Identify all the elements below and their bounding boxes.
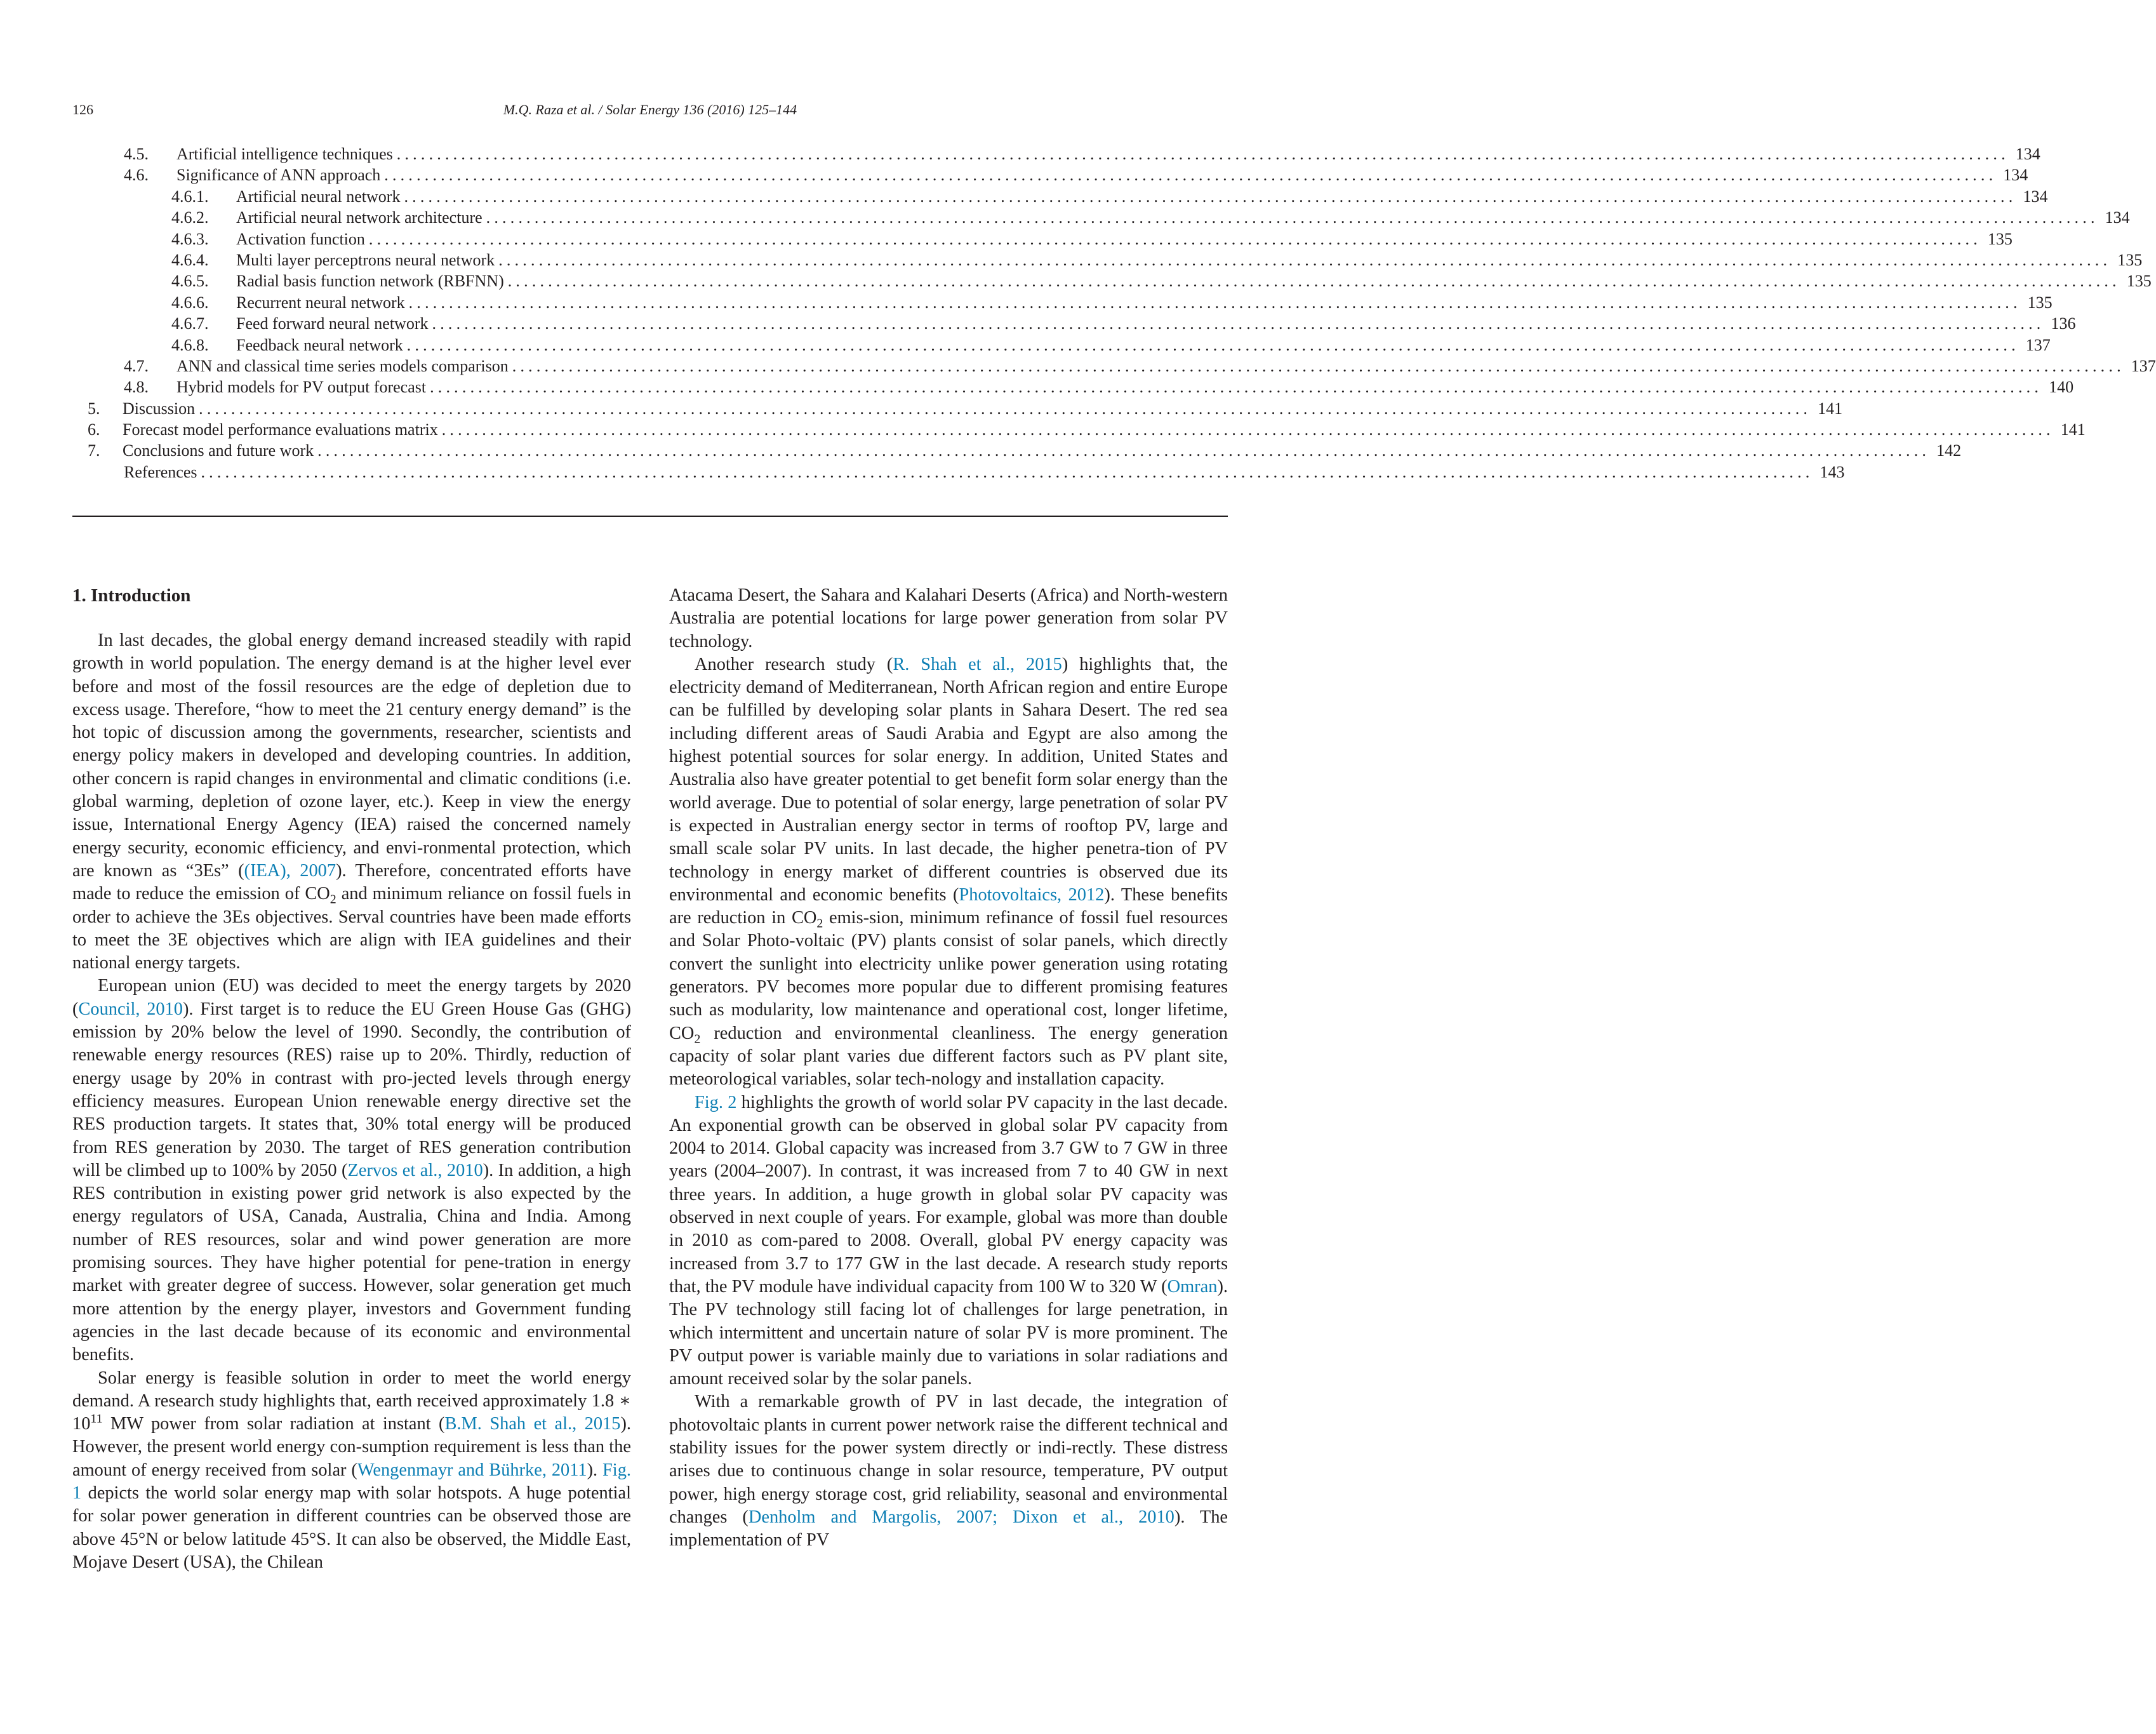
toc-entry-number: 4.6.3. xyxy=(171,229,209,248)
running-header xyxy=(72,102,1228,127)
toc-entry-number: 4.8. xyxy=(124,378,149,397)
toc-entry-title: Feed forward neural network xyxy=(236,314,429,333)
toc-leader-dots: ........................................................................................................................................................................................................ xyxy=(441,420,2054,439)
citation-link[interactable]: Photovoltaics, 2012 xyxy=(959,884,1105,905)
toc-entry[interactable] xyxy=(72,440,1962,461)
toc-entry-page: 134 xyxy=(2003,166,2028,185)
toc-entry-number: 5. xyxy=(88,399,100,418)
toc-leader-dots: ........................................................................................................................................................................................................ xyxy=(486,208,2099,227)
toc-entry[interactable] xyxy=(72,419,2086,440)
toc-entry-page: 141 xyxy=(2060,420,2086,439)
toc-leader-dots: ........................................................................................................................................................................................................ xyxy=(406,335,2020,354)
toc-entry-page: 140 xyxy=(2049,378,2074,397)
journal-citation: M.Q. Raza et al. / Solar Energy 136 (2016) 125–144 xyxy=(503,102,797,117)
toc-entry-page: 134 xyxy=(2023,187,2048,206)
toc-leader-dots: ........................................................................................................................................................................................................ xyxy=(384,166,1997,185)
paragraph: Fig. 2 highlights the growth of world solar PV capacity in the last decade. An exponential growth can be observed in global solar PV capacity from 2004 to 2014. Global capacity was increased from 3.7 GW to 7 GW in three years (2004–2007). In contrast, it was increased from 7 to 40 GW in next three years. In addition, a huge growth in global solar PV capacity was observed in next couple of years. For example, global was more than double in 2010 as com-pared to 2008. Overall, global PV energy capacity was increased from 3.7 to 177 GW in the last decade. A research study reports that, the PV module have individual capacity from 100 W to 320 W (Omran). The PV technology still facing lot of challenges for large penetration, in which intermittent and uncertain nature of solar PV is more prominent. The PV output power is variable mainly due to variations in solar radiations and amount received solar by the solar panels. xyxy=(669,1092,1228,1389)
toc-entry[interactable] xyxy=(72,292,2053,313)
toc-entry-page: 143 xyxy=(1820,462,1845,481)
page-number: 126 xyxy=(72,102,93,117)
toc-entry-page: 135 xyxy=(2027,293,2053,312)
toc-entry-page: 134 xyxy=(2015,145,2040,163)
toc-entry-title: Feedback neural network xyxy=(236,335,403,354)
toc-entry-number: 4.6.7. xyxy=(171,314,209,333)
toc-entry-title: Multi layer perceptrons neural network xyxy=(236,250,495,269)
citation-link[interactable]: Zervos et al., 2010 xyxy=(347,1160,483,1180)
toc-entry-page: 141 xyxy=(1818,399,1843,418)
toc-entry-number: 4.6.5. xyxy=(171,272,209,291)
right-column xyxy=(669,584,1228,1552)
toc-entry[interactable] xyxy=(72,143,2040,164)
citation-link[interactable]: (IEA), 2007 xyxy=(244,860,336,881)
toc-entry-title: Forecast model performance evaluations matrix xyxy=(123,420,438,439)
toc-leader-dots: ........................................................................................................................................................................................................ xyxy=(408,293,2021,312)
paragraph: With a remarkable growth of PV in last decade, the integration of photovoltaic plants in current power network raise the different technical and stability issues for the power system directly or indi-rectly. These distress arises due to continuous change in solar resource, temperature, PV output power, high energy storage cost, grid reliability, seasonal and environmental changes (Denholm and Margolis, 2007; Dixon et al., 2010). The implementation of PV xyxy=(669,1392,1228,1551)
toc-entry-title: Activation function xyxy=(236,229,365,248)
toc-entry-title: Artificial neural network architecture xyxy=(236,208,482,227)
toc-leader-dots: ........................................................................................................................................................................................................ xyxy=(199,399,1812,418)
citation-link[interactable]: Wengenmayr and Bührke, 2011 xyxy=(357,1460,587,1480)
toc-entry-number: 4.6.4. xyxy=(171,250,209,269)
toc-entry-number: 4.6.8. xyxy=(171,335,209,354)
toc-entry-number: 7. xyxy=(88,441,100,460)
toc-entry-page: 135 xyxy=(1987,229,2013,248)
paragraph: Atacama Desert, the Sahara and Kalahari Deserts (Africa) and North-western Australia are potential locations for large power generation from solar PV technology. xyxy=(669,585,1228,651)
toc-entry[interactable] xyxy=(72,398,1843,419)
toc-entry-title: Radial basis function network (RBFNN) xyxy=(236,272,504,291)
toc-entry-title: Conclusions and future work xyxy=(123,441,314,460)
citation-link[interactable]: Council, 2010 xyxy=(78,999,183,1019)
toc-entry[interactable] xyxy=(72,229,2013,250)
paragraph: Another research study (R. Shah et al., 2015) highlights that, the electricity demand of Mediterranean, North African region and entire Europe can be fulfilled by developing solar plants in Sahara Desert. The red sea including different areas of Saudi Arabia and Egypt are also among the highest potential sources for solar energy. In addition, United States and Australia also have greater potential to get benefit form solar energy than the world average. Due to potential of solar energy, large penetration of solar PV is expected in Australian energy sector in terms of rooftop PV, large and small scale solar PV units. In last decade, the higher penetra-tion of PV technology in energy market of different countries is observed due its environmental and economic benefits (Photovoltaics, 2012). These benefits are reduction in $CO_2$ emis-sion, minimum refinance of fossil fuel resources and Solar Photo-voltaic (PV) plants consist of solar panels, which directly convert the sunlight into electricity unlike power generation using rotating generators. PV becomes more popular due to different promising features such as modularity, low maintenance and operational cost, longer lifetime, $CO_2$ reduction and environmental cleanliness. The energy generation capacity of solar plant varies due different factors such as PV plant site, meteorological variables, solar tech-nology and installation capacity. xyxy=(669,654,1228,1090)
toc-entry-title: Discussion xyxy=(123,399,196,418)
toc-entry-number: 6. xyxy=(88,420,100,439)
figure-link[interactable]: Fig. 1 xyxy=(72,1460,631,1503)
toc-leader-dots: ........................................................................................................................................................................................................ xyxy=(201,462,1814,481)
paragraph: European union (EU) was decided to meet the energy targets by 2020 (Council, 2010). First target is to reduce the EU Green House Gas (GHG) emission by 20% below the level of 1990. Secondly, the contribution of renewable energy resources (RES) raise up to 20%. Thirdly, reduction of energy usage by 20% in contrast with pro-jected levels through energy efficiency measures. European Union renewable energy directive set the RES production targets. It states that, 30% total energy will be produced from RES generation by 2030. The target of RES generation contribution will be climbed up to 100% by 2050 (Zervos et al., 2010). In addition, a high RES contribution in existing power grid network is also expected by the energy regulators of USA, Canada, Australia, China and India. Among number of RES resources, solar and wind power generation are more promising sources. They have higher potential for pene-tration in energy market with greater degree of success. However, solar generation get much more attention by the energy player, investors and Government funding agencies in the last decade because of its economic and environmental benefits. xyxy=(72,976,631,1365)
toc-entry[interactable] xyxy=(72,207,2130,228)
toc-entry[interactable] xyxy=(72,186,2048,207)
citation-link[interactable]: R. Shah et al., 2015 xyxy=(893,654,1062,674)
toc-entry-number: 4.6.1. xyxy=(171,187,209,206)
toc-entry-page: 137 xyxy=(2025,335,2051,354)
toc-entry-page: 136 xyxy=(2051,314,2076,333)
paragraph: Solar energy is feasible solution in order to meet the world energy demand. A research study highlights that, earth received approximately 1.8 ∗ $10^{11}$ MW power from solar radiation at instant (B.M. Shah et al., 2015). However, the present world energy con-sumption requirement is less than the amount of energy received from solar (Wengenmayr and Bührke, 2011). Fig. 1 depicts the world solar energy map with solar hotspots. A huge potential for solar power generation in different countries can be observed those are above 45°N or below latitude 45°S. It can also be observed, the Middle East, Mojave Desert (USA), the Chilean xyxy=(72,1368,631,1572)
toc-entry-title: References xyxy=(124,462,197,481)
toc-entry[interactable] xyxy=(72,164,2028,185)
toc-entry-number: 4.5. xyxy=(124,145,149,163)
toc-leader-dots: ........................................................................................................................................................................................................ xyxy=(432,314,2045,333)
toc-entry-number: 4.6. xyxy=(124,166,149,185)
toc-leader-dots: ........................................................................................................................................................................................................ xyxy=(317,441,1931,460)
toc-entry[interactable] xyxy=(72,335,2051,356)
toc-entry-title: Hybrid models for PV output forecast xyxy=(176,378,427,397)
toc-entry[interactable] xyxy=(72,270,2152,291)
toc-entry-page: 134 xyxy=(2105,208,2130,227)
toc-entry-title: Artificial intelligence techniques xyxy=(176,145,393,163)
toc-leader-dots: ........................................................................................................................................................................................................ xyxy=(430,378,2043,397)
left-column xyxy=(72,584,631,1574)
toc-entry-page: 135 xyxy=(2126,272,2152,291)
figure-link[interactable]: Fig. 2 xyxy=(695,1092,737,1112)
citation-link[interactable]: B.M. Shah et al., 2015 xyxy=(444,1414,621,1434)
toc-entry[interactable] xyxy=(72,313,2076,334)
toc-leader-dots: ........................................................................................................................................................................................................ xyxy=(368,229,1981,248)
paragraph: In last decades, the global energy demand increased steadily with rapid growth in world population. The energy demand is at the higher level ever before and most of the fossil resources are the edge of depletion due to excess usage. Therefore, “how to meet the 21 century energy demand” is the hot topic of discussion among the governments, researcher, scientists and energy policy makers in developed and developing countries. In addition, other concern is rapid changes in environmental and climatic conditions (i.e. global warming, depletion of ozone layer, etc.). Keep in view the energy issue, International Energy Agency (IEA) raised the concerned namely energy security, economic efficiency, and envi-ronmental protection, which are known as “3Es” ((IEA), 2007). Therefore, concentrated efforts have made to reduce the emission of $CO_2$ and minimum reliance on fossil fuels in order to achieve the 3Es objectives. Serval countries have been made efforts to meet the 3E objectives which are align with IEA guidelines and their national energy targets. xyxy=(72,630,631,973)
toc-entry-number: 4.6.2. xyxy=(171,208,209,227)
toc-entry-page: 142 xyxy=(1936,441,1962,460)
toc-entry-title: Significance of ANN approach xyxy=(176,166,381,185)
toc-entry-page: 135 xyxy=(2117,250,2143,269)
toc-leader-dots: ........................................................................................................................................................................................................ xyxy=(512,356,2125,375)
toc-entry-title: Recurrent neural network xyxy=(236,293,405,312)
citation-link[interactable]: Denholm and Margolis, 2007; Dixon et al., 2010 xyxy=(748,1507,1174,1527)
toc-entry-title: ANN and classical time series models comparison xyxy=(176,356,509,375)
toc-entry-number: 4.7. xyxy=(124,356,149,375)
toc-leader-dots: ........................................................................................................................................................................................................ xyxy=(507,272,2120,291)
table-of-contents xyxy=(72,143,2156,483)
toc-leader-dots: ........................................................................................................................................................................................................ xyxy=(396,145,2009,163)
toc-entry-page: 137 xyxy=(2131,356,2156,375)
section-heading: 1. Introduction xyxy=(72,585,191,606)
toc-entry-title: Artificial neural network xyxy=(236,187,401,206)
toc-entry-number: 4.6.6. xyxy=(171,293,209,312)
toc-entry[interactable] xyxy=(72,356,2156,377)
toc-leader-dots: ........................................................................................................................................................................................................ xyxy=(498,250,2112,269)
toc-leader-dots: ........................................................................................................................................................................................................ xyxy=(404,187,2017,206)
toc-entry[interactable] xyxy=(72,250,2143,270)
toc-entry[interactable] xyxy=(72,377,2074,397)
citation-link[interactable]: Omran xyxy=(1167,1276,1218,1297)
toc-entry-references[interactable] xyxy=(72,462,1845,483)
toc-divider xyxy=(72,516,1228,517)
